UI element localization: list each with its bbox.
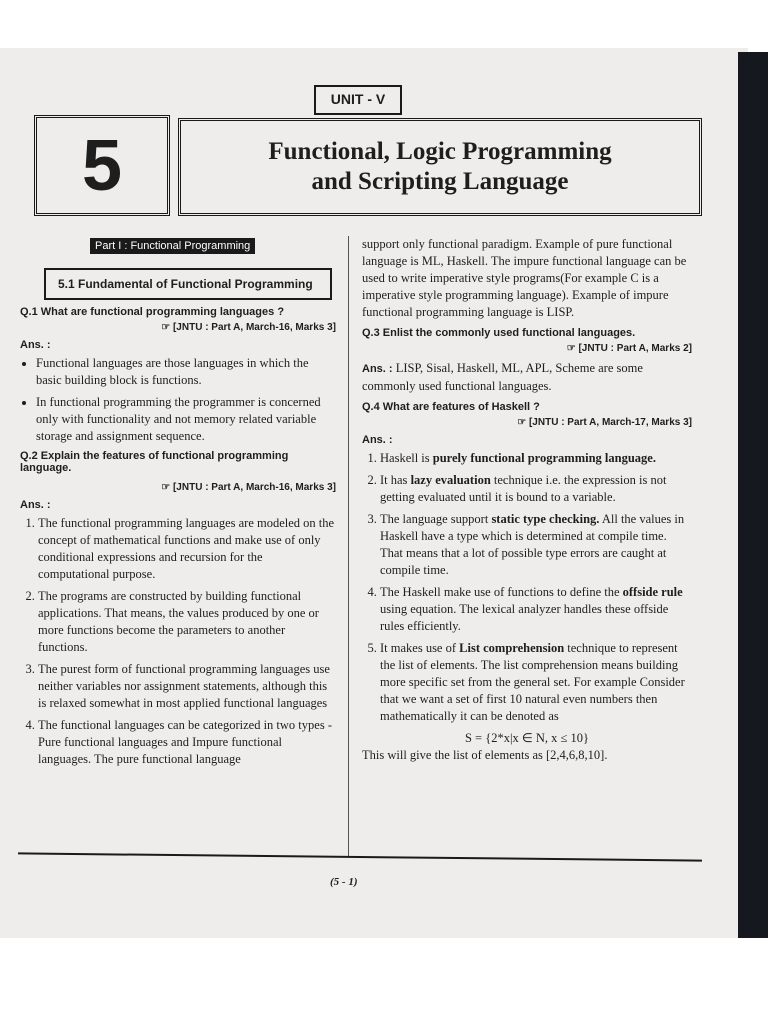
item-bold-text: offside rule <box>622 585 683 599</box>
right-column <box>362 236 692 764</box>
column-divider <box>348 236 349 856</box>
item-text: The Haskell make use of functions to define the <box>380 585 623 599</box>
section-heading: 5.1 Fundamental of Functional Programming <box>44 268 332 300</box>
closing-sentence: This will give the list of elements as [2,4,6,8,10]. <box>362 748 608 762</box>
item-bold-text: List comprehension <box>459 641 565 655</box>
page-number: (5 - 1) <box>330 876 358 888</box>
chapter-number-box <box>34 115 170 216</box>
item-text: Haskell is <box>380 451 433 465</box>
formula: S = {2*x|x ∈ N, x ≤ 10} <box>464 731 590 745</box>
q4-reference: ☞ [JNTU : Part A, March-17, Marks 3] <box>517 417 692 428</box>
list-item <box>380 450 692 467</box>
q3-answer <box>362 360 692 395</box>
q3-reference: ☞ [JNTU : Part A, Marks 2] <box>566 343 692 354</box>
chapter-number: 5 <box>81 125 123 206</box>
list-item: 4. The functional languages can be categorized in two types - Pure functional languages and Impure functional languages. The pure functional language <box>38 717 336 768</box>
item-text: technique to represent the list of elements. The list comprehension means building more specific set from the general set. For example Consider that we want a set of first 10 natural even numbers then mathematically it can be denoted as <box>380 641 685 723</box>
q4-item-list <box>362 450 692 725</box>
q1-bullet-list <box>20 355 336 445</box>
q4-answer-label: Ans. : <box>362 434 393 446</box>
part-tag: Part I : Functional Programming <box>90 238 255 254</box>
q3-answer-label: Ans. : <box>362 363 393 375</box>
list-item <box>380 584 692 635</box>
q4-question: Q.4 What are features of Haskell ? <box>362 401 540 413</box>
q1-answer-label: Ans. : <box>20 339 51 351</box>
item-text: using equation. The lexical analyzer handles these offside rules efficiently. <box>380 602 669 633</box>
unit-label: UNIT - V <box>314 85 402 115</box>
item-text: The language support <box>380 512 492 526</box>
item-text: It has <box>380 473 411 487</box>
item-bold-text: purely functional programming language. <box>432 451 656 465</box>
q1-reference: ☞ [JNTU : Part A, March-16, Marks 3] <box>161 322 336 333</box>
list-item: 1. The functional programming languages are modeled on the concept of mathematical functions and make use of only conditional expressions and recursion for the computational purpose. <box>38 515 336 583</box>
list-item: 2. The programs are constructed by building functional applications. That means, the values produced by one or more functions become the parameters to another functions. <box>38 588 336 656</box>
q2-reference: ☞ [JNTU : Part A, March-16, Marks 3] <box>161 482 336 493</box>
item-text: All the values in Haskell have a type which is determined at compile time. That means that a lot of possible type errors are caught at compile time. <box>380 512 685 577</box>
list-item <box>380 472 692 506</box>
item-bold-text: lazy evaluation <box>410 473 491 487</box>
list-item: • Functional languages are those languages in which the basic building block is functions. <box>36 355 336 389</box>
q2-answer-label: Ans. : <box>20 499 51 511</box>
list-item: 3. The purest form of functional programming languages use neither variables nor assignment statements, although this is relaxed somewhat in most applied functional languages <box>38 661 336 712</box>
chapter-title-box <box>178 118 702 216</box>
list-item <box>380 511 692 579</box>
chapter-title-line2: and Scripting Language <box>311 168 569 195</box>
item-bold-text: static type checking. <box>491 512 600 526</box>
list-item: • In functional programming the programmer is concerned only with functionality and not memory related variable storage and assignment sequence. <box>36 394 336 445</box>
item-text: It makes use of <box>380 641 460 655</box>
q3-question: Q.3 Enlist the commonly used functional languages. <box>362 327 636 339</box>
q1-question: Q.1 What are functional programming languages ? <box>20 306 285 318</box>
q3-answer-text: LISP, Sisal, Haskell, ML, APL, Scheme are some commonly used functional languages. <box>362 361 643 393</box>
left-column <box>20 306 336 773</box>
list-item <box>380 640 692 725</box>
q2-continuation: support only functional paradigm. Example of pure functional language is ML, Haskell. The impure functional language can be used to write imperative style programs(For example C is a imperative style programming language). Example of impure functional programming language is LISP. <box>362 237 687 319</box>
q2-item-list <box>20 515 336 768</box>
background-edge <box>738 52 768 938</box>
chapter-title-line1: Functional, Logic Programming <box>268 138 612 165</box>
item-text: technique i.e. the expression is not getting evaluated until it is bound to a variable. <box>380 473 667 504</box>
q2-question: Q.2 Explain the features of functional programming language. <box>20 450 289 474</box>
